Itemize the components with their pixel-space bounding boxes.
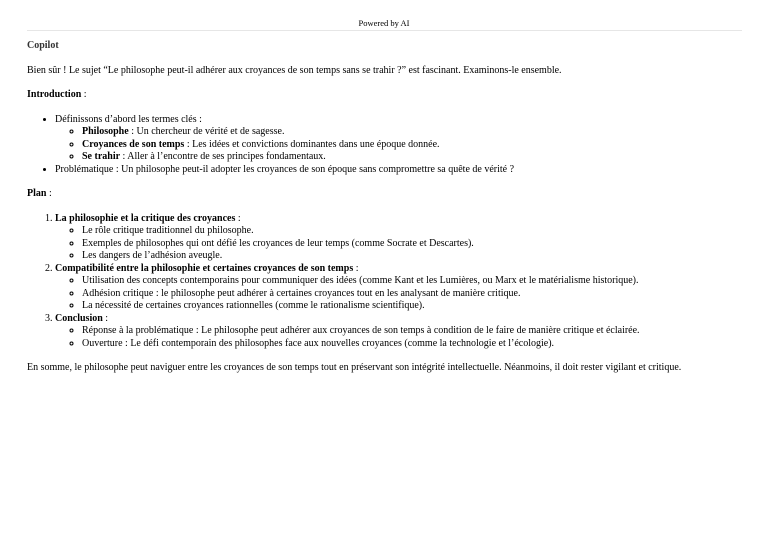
plan-part — [55, 213, 742, 263]
terms-list — [55, 126, 742, 164]
introduction-heading — [27, 89, 742, 102]
plan-part — [55, 263, 742, 313]
term-definition: : Les idées et convictions dominantes dans une époque donnée. — [184, 138, 440, 150]
plan-points — [55, 275, 742, 313]
plan-heading-suffix: : — [46, 188, 52, 199]
header-divider — [27, 30, 742, 31]
plan-part-title: Conclusion — [55, 312, 103, 324]
list-item — [82, 126, 742, 139]
term-label: Se trahir — [82, 151, 121, 162]
plan-part-title: Compatibilité entre la philosophie et certaines croyances de son temps — [55, 262, 354, 274]
introduction-heading-label: Introduction — [27, 89, 82, 100]
introduction-list — [27, 114, 742, 177]
list-item: ◦ La nécessité de certaines croyances rationnelles (comme le rationalisme scientifique). — [82, 300, 742, 313]
list-item: ◦ Ouverture : Le défi contemporain des philosophes face aux nouvelles croyances (comme la technologie et l’écologie). — [82, 338, 742, 351]
plan-part-suffix: : — [353, 262, 359, 274]
term-definition: : Aller à l’encontre de ses principes fondamentaux. — [120, 151, 326, 162]
list-item: ◦ Utilisation des concepts contemporains pour communiquer des idées (comme Kant et les Lumières, ou Marx et le matérialisme historique). — [82, 275, 742, 288]
term-definition: : Un chercheur de vérité et de sagesse. — [128, 126, 285, 137]
term-label: Philosophe — [82, 126, 129, 137]
list-item — [55, 114, 742, 164]
plan-part — [55, 313, 742, 351]
list-item: ◦ Réponse à la problématique : Le philosophe peut adhérer aux croyances de son temps à condition de le faire de manière critique et éclairée. — [82, 325, 742, 338]
define-terms-text: Définissons d’abord les termes clés : — [55, 113, 202, 125]
introduction-heading-suffix: : — [81, 89, 87, 100]
list-item: ◦ Le rôle critique traditionnel du philosophe. — [82, 225, 742, 238]
list-item — [82, 151, 742, 164]
list-item: ◦ Les dangers de l’adhésion aveugle. — [82, 250, 742, 263]
list-item: ◦ Exemples de philosophes qui ont défié les croyances de leur temps (comme Socrate et Descartes). — [82, 238, 742, 251]
plan-part-suffix: : — [235, 212, 241, 224]
plan-points — [55, 225, 742, 263]
plan-points — [55, 325, 742, 350]
list-item: ◦ Adhésion critique : le philosophe peut adhérer à certaines croyances tout en les analysant de manière critique. — [82, 288, 742, 301]
plan-heading-label: Plan — [27, 188, 47, 199]
powered-by-label: Powered by AI — [358, 18, 410, 28]
closing-paragraph: En somme, le philosophe peut naviguer entre les croyances de son temps tout en préservant son intégrité intellectuelle. Néanmoins, il doit rester vigilant et critique. — [27, 362, 682, 373]
plan-part-suffix: : — [102, 312, 109, 324]
list-item: • Problématique : Un philosophe peut-il adopter les croyances de son époque sans compromettre sa quête de vérité ? — [55, 164, 742, 177]
intro-sentence: Bien sûr ! Le sujet “Le philosophe peut-il adhérer aux croyances de son temps sans se trahir ?” est fascinant. Examinons-le ensemble. — [27, 64, 562, 76]
speaker-name: Copilot — [27, 40, 59, 51]
plan-list — [27, 213, 742, 351]
copilot-response — [27, 40, 742, 387]
plan-heading — [27, 188, 742, 201]
list-item — [82, 139, 742, 152]
plan-part-title: La philosophie et la critique des croyances — [55, 212, 236, 224]
term-label: Croyances de son temps — [82, 138, 185, 150]
